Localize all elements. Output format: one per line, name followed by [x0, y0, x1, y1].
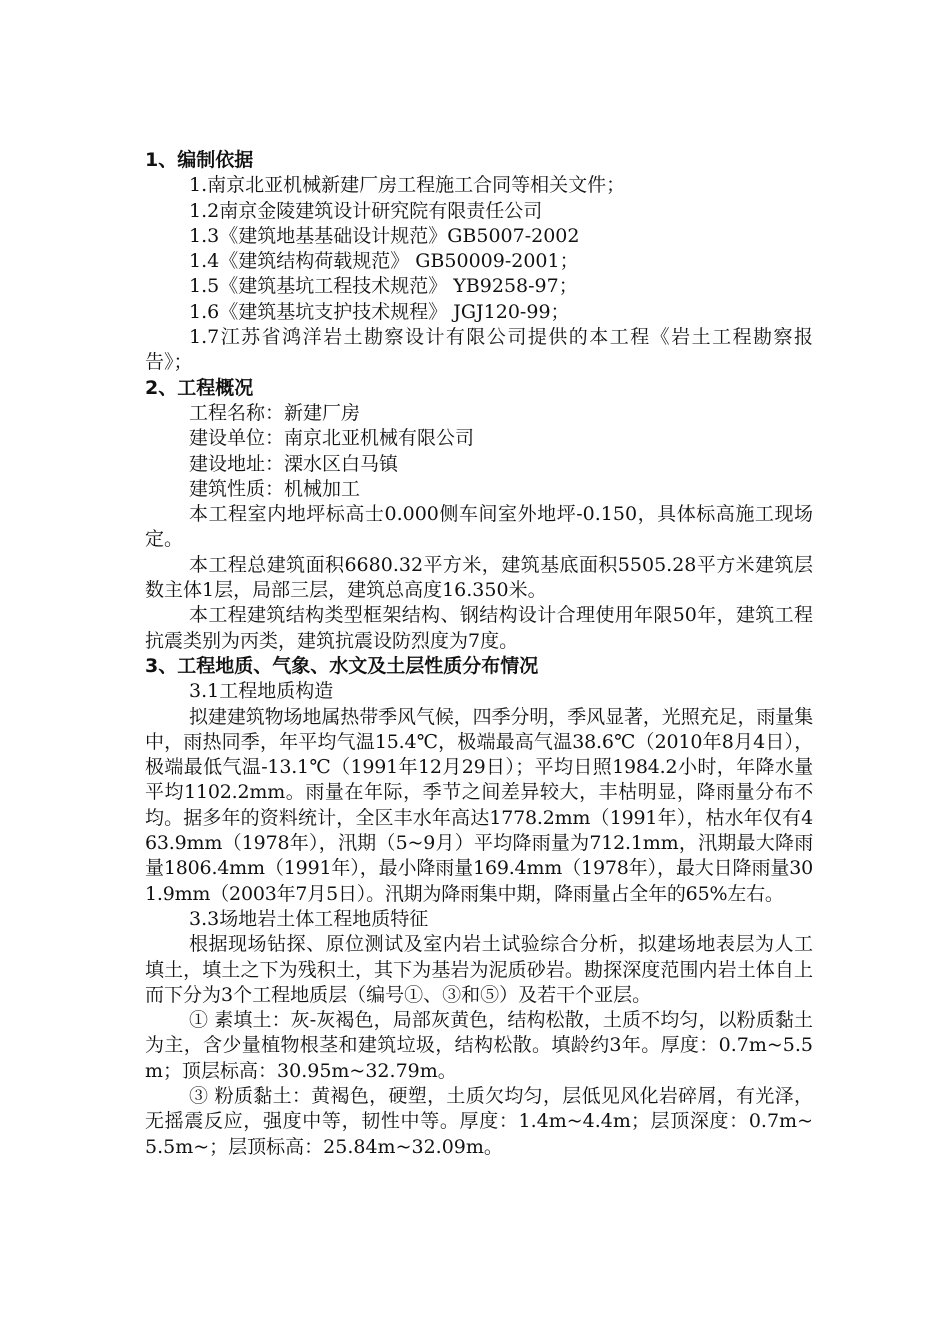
reference-item: 1.4《建筑结构荷载规范》 GB50009-2001；	[189, 250, 579, 273]
reference-item: 1.南京北亚机械新建厂房工程施工合同等相关文件；	[189, 174, 626, 197]
project-info-line: 工程名称：新建厂房	[189, 401, 361, 424]
body-paragraph: 本工程室内地坪标高士0.000侧车间室外地坪-0.150，具体标高施工现场定。	[145, 503, 813, 551]
soil-layer-description: ① 素填土：灰-灰褐色，局部灰黄色，结构松散，土质不均匀，以粉质黏土为主，含少量植物根茎和建筑垃圾，结构松散。填龄约3年。厚度：0.7m~5.5m；顶层标高：30.95m~32.79m。	[145, 1009, 813, 1082]
reference-item: 1.6《建筑基坑支护技术规程》 JGJ120-99；	[189, 300, 570, 323]
reference-item: 1.3《建筑地基基础设计规范》GB5007-2002	[189, 224, 580, 247]
project-info-line: 建设地址：溧水区白马镇	[189, 452, 399, 475]
subsection-heading: 3.3场地岩土体工程地质特征	[189, 907, 429, 930]
subsection-heading: 3.1工程地质构造	[189, 680, 334, 703]
soil-layer-description: ③ 粉质黏土：黄褐色，硬塑，土质欠均匀，层低见风化岩碎屑，有光泽，无摇震反应，强度中等，韧性中等。厚度：1.4m~4.4m；层顶深度：0.7m~5.5m~；层顶标高：25.84m~32.09m。	[145, 1084, 813, 1158]
body-paragraph: 本工程总建筑面积6680.32平方米，建筑基底面积5505.28平方米建筑层数主体1层，局部三层，建筑总高度16.350米。	[145, 553, 813, 602]
section-heading: 1、编制依据	[145, 149, 254, 171]
reference-item: 1.5《建筑基坑工程技术规范》 YB9258-97；	[189, 275, 578, 298]
body-paragraph: 本工程建筑结构类型框架结构、钢结构设计合理使用年限50年，建筑工程抗震类别为丙类，建筑抗震设防烈度为7度。	[145, 604, 813, 652]
section-heading: 3、工程地质、气象、水文及土层性质分布情况	[145, 654, 539, 677]
reference-item: 1.2南京金陵建筑设计研究院有限责任公司	[189, 199, 543, 222]
project-info-line: 建设单位：南京北亚机械有限公司	[189, 427, 475, 450]
project-info-line: 建筑性质：机械加工	[189, 477, 361, 500]
body-paragraph: 根据现场钻探、原位测试及室内岩土试验综合分析，拟建场地表层为人工填土，填土之下为残积土，其下为基岩为泥质砂岩。勘探深度范围内岩土体自上而下分为3个工程地质层（编号①、③和⑤）及若干个亚层。	[145, 933, 813, 1006]
body-paragraph: 拟建建筑物场地属热带季风气候，四季分明，季风显著，光照充足，雨量集中，雨热同季，年平均气温15.4℃，极端最高气温38.6℃（2010年8月4日），极端最低气温-13.1℃（1991年12月29日）；平均日照1984.2小时，年降水量平均1102.2mm。雨量在年际，季节之间差异较大，丰枯明显，降雨量分布不均。据多年的资料统计，全区丰水年高达1778.2mm（1991年），枯水年仅有463.9mm（1978年），汛期（5~9月）平均降雨量为712.1mm，汛期最大降雨量1806.4mm（1991年），最小降雨量169.4mm（1978年），最大日降雨量301.9mm（2003年7月5日）。汛期为降雨集中期，降雨量占全年的65%左右。	[145, 705, 813, 905]
reference-item: 1.7江苏省鸿洋岩土勘察设计有限公司提供的本工程《岩土工程勘察报告》；	[145, 326, 813, 374]
document-page	[145, 148, 813, 1160]
section-heading: 2、工程概况	[145, 376, 254, 399]
